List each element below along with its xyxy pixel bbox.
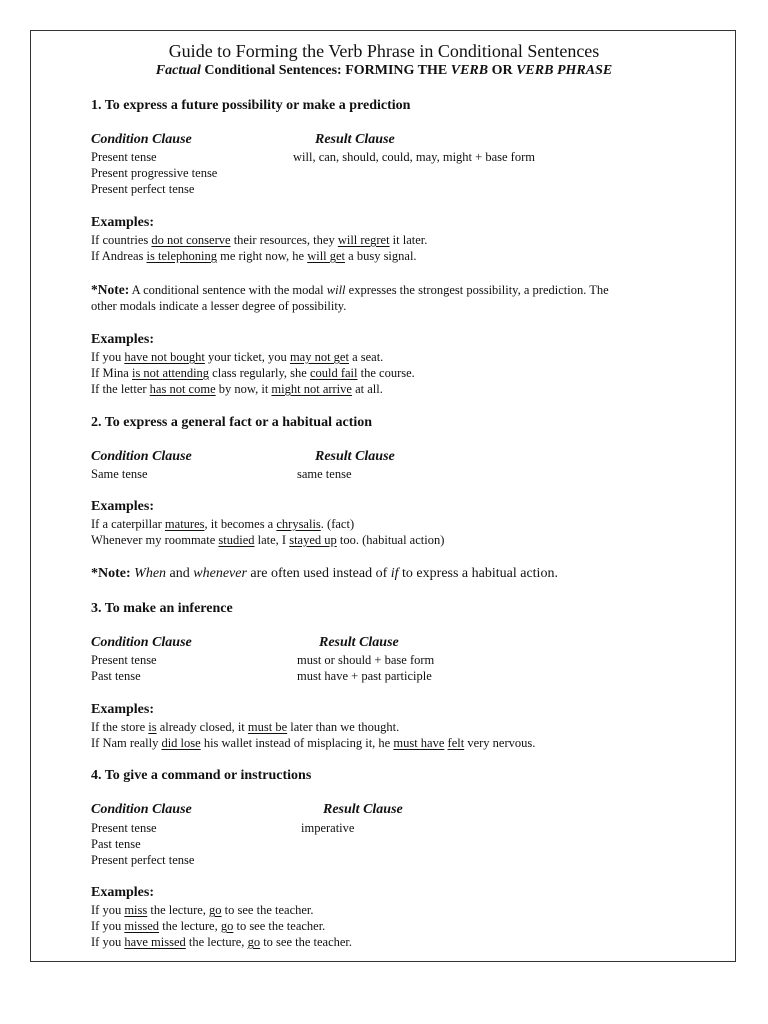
condition-item: Present perfect tense xyxy=(91,182,195,196)
section-3-heading: 3. To make an inference xyxy=(91,601,233,616)
example-sentence: If the store is already closed, it must be later than we thought. xyxy=(91,720,400,734)
condition-clause-header: Condition Clause xyxy=(91,132,192,147)
example-sentence: Whenever my roommate studied late, I stayed up too. (habitual action) xyxy=(91,533,445,547)
examples-label: Examples: xyxy=(91,332,154,347)
result-item: must have + past participle xyxy=(297,669,432,683)
examples-label: Examples: xyxy=(91,215,154,230)
example-sentence: If a caterpillar matures, it becomes a chrysalis. (fact) xyxy=(91,517,355,531)
condition-item: Present tense xyxy=(91,653,157,667)
result-clause-header: Result Clause xyxy=(323,802,403,817)
examples-label: Examples: xyxy=(91,499,154,514)
result-item: imperative xyxy=(301,821,355,835)
condition-item: Past tense xyxy=(91,837,141,851)
condition-item: Same tense xyxy=(91,467,148,481)
section-4-heading: 4. To give a command or instructions xyxy=(91,768,312,783)
result-item: must or should + base form xyxy=(297,653,435,667)
note-text: *Note: When and whenever are often used instead of if to express a habitual action. xyxy=(91,566,558,581)
result-item: same tense xyxy=(297,467,352,481)
example-sentence: If Andreas is telephoning me right now, he will get a busy signal. xyxy=(91,249,417,263)
result-clause-header: Result Clause xyxy=(315,132,395,147)
example-sentence: If you have not bought your ticket, you may not get a seat. xyxy=(91,350,384,364)
condition-item: Past tense xyxy=(91,669,141,683)
condition-item: Present progressive tense xyxy=(91,166,218,180)
condition-item: Present perfect tense xyxy=(91,853,195,867)
examples-label: Examples: xyxy=(91,885,154,900)
note-text: *Note: A conditional sentence with the modal will expresses the strongest possibility, a prediction. The xyxy=(91,282,609,297)
example-sentence: If Mina is not attending class regularly, she could fail the course. xyxy=(91,366,415,380)
result-clause-header: Result Clause xyxy=(315,449,395,464)
condition-item: Present tense xyxy=(91,150,157,164)
example-sentence: If you missed the lecture, go to see the teacher. xyxy=(91,919,326,933)
condition-clause-header: Condition Clause xyxy=(91,449,192,464)
example-sentence: If you have missed the lecture, go to see the teacher. xyxy=(91,935,353,949)
condition-item: Present tense xyxy=(91,821,157,835)
example-sentence: If countries do not conserve their resources, they will regret it later. xyxy=(91,233,428,247)
example-sentence: If you miss the lecture, go to see the teacher. xyxy=(91,903,314,917)
condition-clause-header: Condition Clause xyxy=(91,802,192,817)
result-clause-header: Result Clause xyxy=(319,635,399,650)
result-item: will, can, should, could, may, might + base form xyxy=(293,150,535,164)
note-text-continued: other modals indicate a lesser degree of possibility. xyxy=(91,299,347,313)
section-1-heading: 1. To express a future possibility or make a prediction xyxy=(91,98,411,113)
section-2-heading: 2. To express a general fact or a habitual action xyxy=(91,415,373,430)
page-title: Guide to Forming the Verb Phrase in Conditional Sentences xyxy=(168,41,600,61)
page-subtitle: Factual Conditional Sentences: FORMING THE VERB OR VERB PHRASE xyxy=(155,63,613,78)
example-sentence: If Nam really did lose his wallet instead of misplacing it, he must have felt very nervous. xyxy=(91,736,536,750)
examples-label: Examples: xyxy=(91,702,154,717)
example-sentence: If the letter has not come by now, it might not arrive at all. xyxy=(91,382,383,396)
condition-clause-header: Condition Clause xyxy=(91,635,192,650)
